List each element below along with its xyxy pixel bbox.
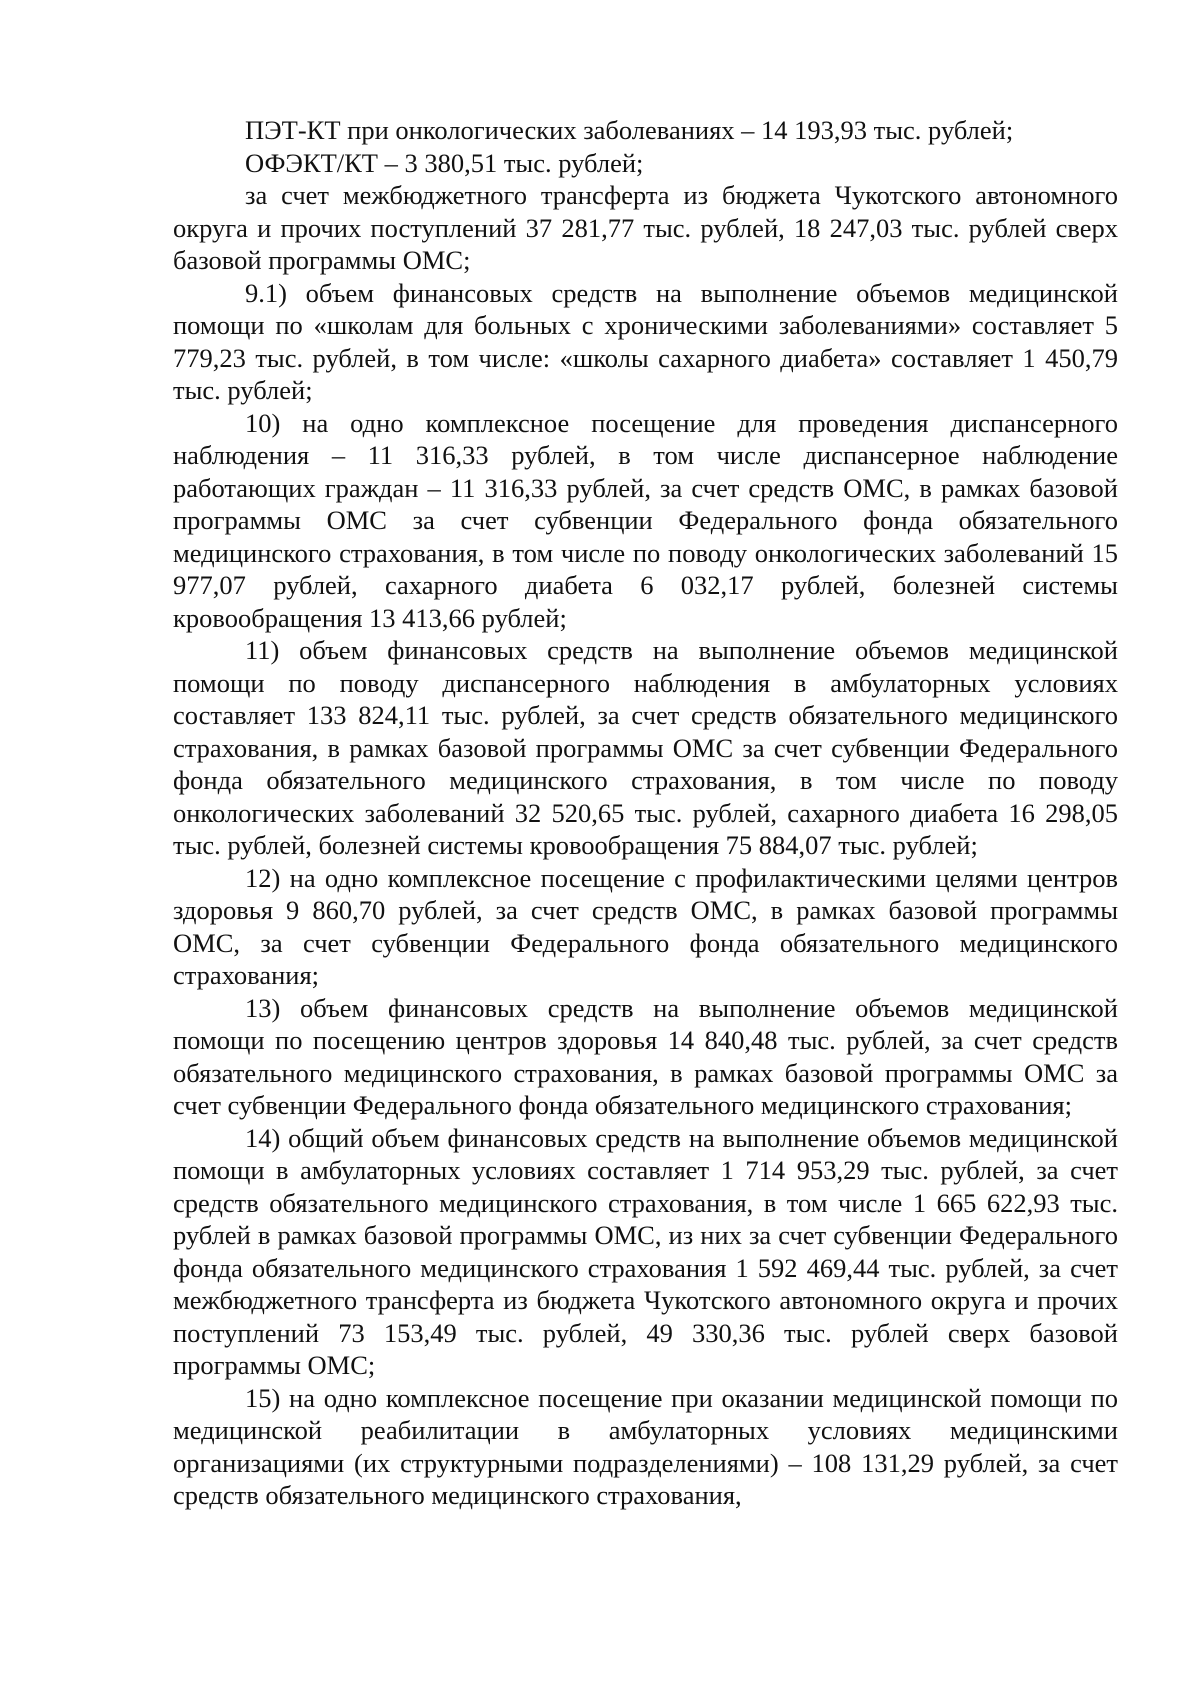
paragraph-item-12: 12) на одно комплексное посещение с профилактическими целями центров здоровья 9 860,70 рублей, за счет средств ОМС, в рамках базовой программы ОМС, за счет субвенции Федерального фонда обязательного медицинского страхования; xyxy=(173,862,1118,990)
paragraph-item-13: 13) объем финансовых средств на выполнение объемов медицинской помощи по посещению центров здоровья 14 840,48 тыс. рублей, за счет средств обязательного медицинского страхования, в рамках базовой программы ОМС за счет субвенции Федерального фонда обязательного медицинского страхования; xyxy=(173,992,1118,1120)
paragraph-item-14: 14) общий объем финансовых средств на выполнение объемов медицинской помощи в амбулаторных условиях составляет 1 714 953,29 тыс. рублей, за счет средств обязательного медицинского страхования, в том числе 1 665 622,93 тыс. рублей в рамках базовой программы ОМС, из них за счет субвенции Федерального фонда обязательного медицинского страхования 1 592 469,44 тыс. рублей, за счет межбюджетного трансферта из бюджета Чукотского автономного округа и прочих поступлений 73 153,49 тыс. рублей, 49 330,36 тыс. рублей сверх базовой программы ОМС; xyxy=(173,1122,1118,1380)
paragraph-ofekt-kt: ОФЭКТ/КТ – 3 380,51 тыс. рублей; xyxy=(245,147,644,178)
paragraph-interbudget-transfer: за счет межбюджетного трансферта из бюджета Чукотского автономного округа и прочих поступлений 37 281,77 тыс. рублей, 18 247,03 тыс. рублей сверх базовой программы ОМС; xyxy=(173,180,1118,275)
paragraph-item-11: 11) объем финансовых средств на выполнение объемов медицинской помощи по поводу диспансерного наблюдения в амбулаторных условиях составляет 133 824,11 тыс. рублей, за счет средств обязательного медицинского страхования, в рамках базовой программы ОМС за счет субвенции Федерального фонда обязательного медицинского страхования, в том числе по поводу онкологических заболеваний 32 520,65 тыс. рублей, сахарного диабета 16 298,05 тыс. рублей, болезней системы кровообращения 75 884,07 тыс. рублей; xyxy=(173,635,1118,860)
paragraph-item-10: 10) на одно комплексное посещение для проведения диспансерного наблюдения – 11 316,33 рублей, в том числе диспансерное наблюдение работающих граждан – 11 316,33 рублей, за счет средств ОМС, в рамках базовой программы ОМС за счет субвенции Федерального фонда обязательного медицинского страхования, в том числе по поводу онкологических заболеваний 15 977,07 рублей, сахарного диабета 6 032,17 рублей, болезней системы кровообращения 13 413,66 рублей; xyxy=(173,407,1118,633)
paragraph-item-15: 15) на одно комплексное посещение при оказании медицинской помощи по медицинской реабилитации в амбулаторных условиях медицинскими организациями (их структурными подразделениями) – 108 131,29 рублей, за счет средств обязательного медицинского страхования, xyxy=(173,1382,1118,1510)
document-body xyxy=(173,114,1118,1512)
paragraph-pet-kt: ПЭТ-КТ при онкологических заболеваниях – 14 193,93 тыс. рублей; xyxy=(245,115,1014,145)
paragraph-item-9-1: 9.1) объем финансовых средств на выполнение объемов медицинской помощи по «школам для больных с хроническими заболеваниями» составляет 5 779,23 тыс. рублей, в том числе: «школы сахарного диабета» составляет 1 450,79 тыс. рублей; xyxy=(173,277,1118,405)
